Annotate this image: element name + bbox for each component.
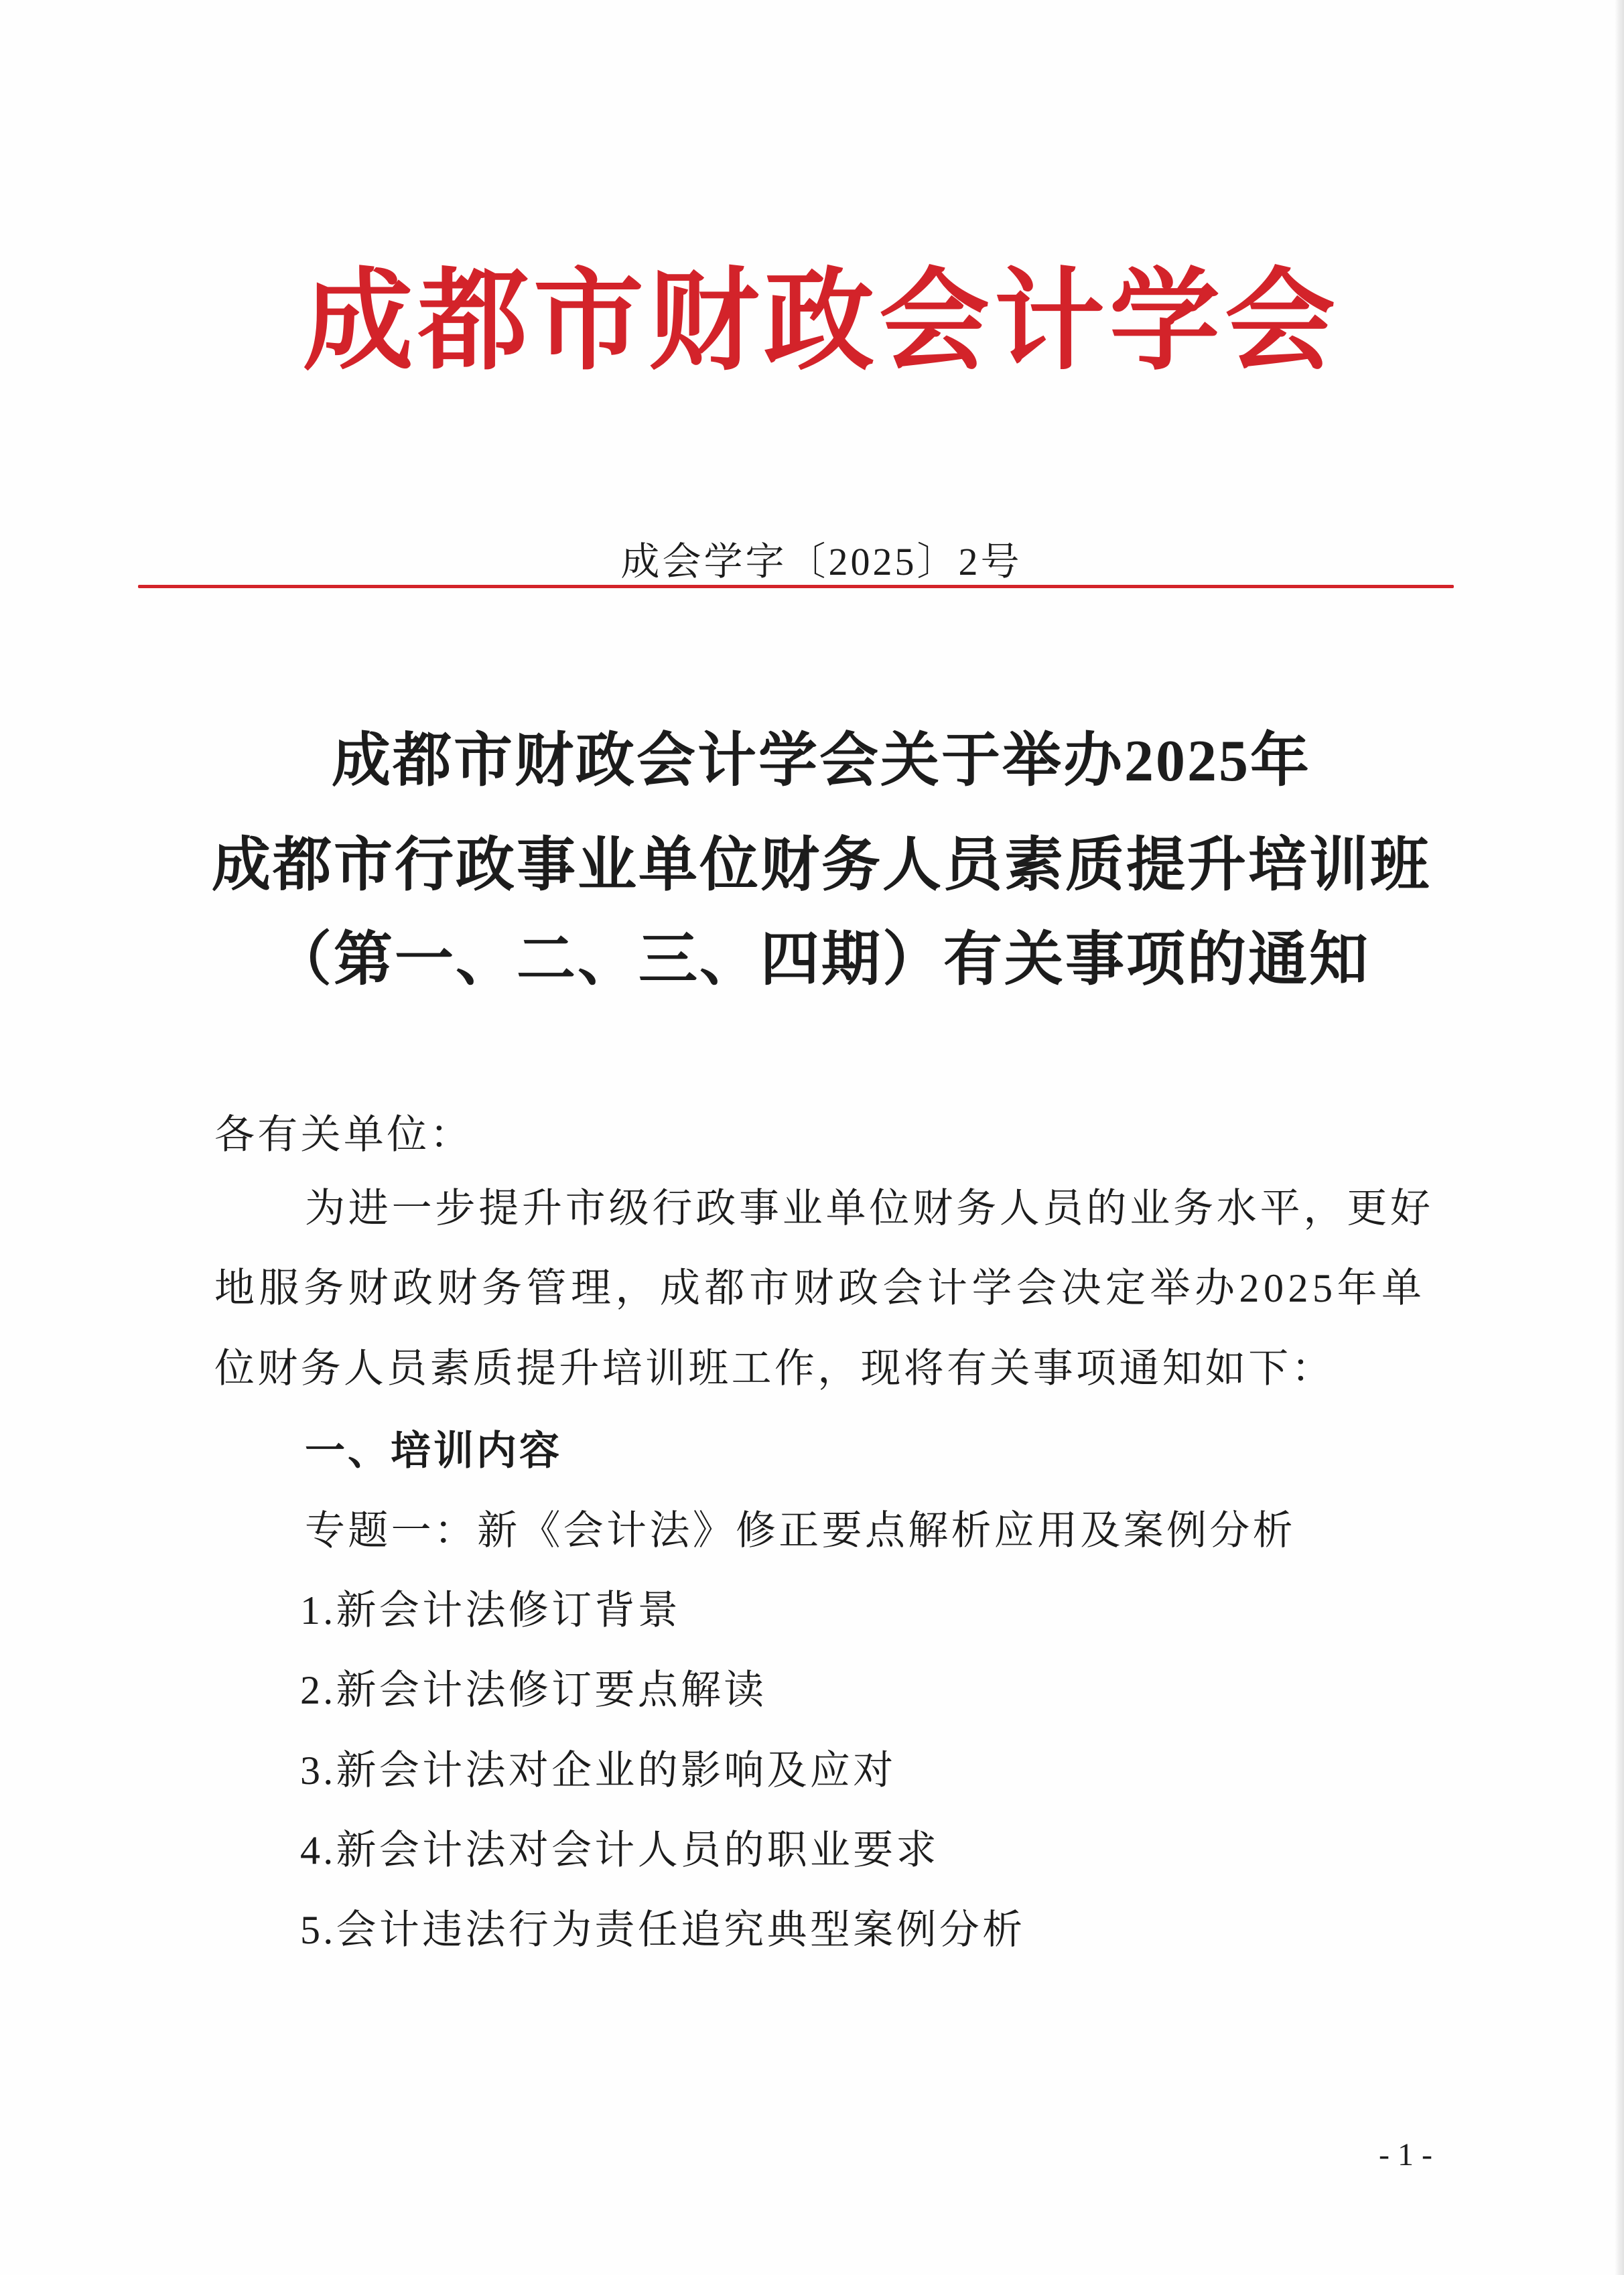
topic-item: 2.新会计法修订要点解读 — [300, 1668, 767, 1712]
topic-item: 5.会计违法行为责任追究典型案例分析 — [300, 1908, 1026, 1952]
title-line-3: （第一、二、三、四期）有关事项的通知 — [272, 928, 1370, 993]
topic-title: 专题一：新《会计法》修正要点解析应用及案例分析 — [305, 1509, 1296, 1553]
title-line-1: 成都市财政会计学会关于举办2025年 — [331, 729, 1311, 794]
salutation: 各有关单位： — [214, 1113, 473, 1157]
document-number: 成会学字〔2025〕2号 — [620, 540, 1022, 583]
topic-item: 1.新会计法修订背景 — [300, 1588, 681, 1633]
org-masthead: 成都市财政会计学会 — [303, 261, 1340, 383]
section-heading: 一、培训内容 — [305, 1428, 562, 1473]
topic-item: 3.新会计法对企业的影响及应对 — [300, 1748, 896, 1793]
red-separator-line — [138, 585, 1454, 588]
intro-line-2: 地服务财政财务管理，成都市财政会计学会决定举办2025年单 — [214, 1266, 1426, 1310]
page-number: - 1 - — [1379, 2137, 1432, 2173]
intro-line-1: 为进一步提升市级行政事业单位财务人员的业务水平，更好 — [305, 1186, 1434, 1231]
topic-item: 4.新会计法对会计人员的职业要求 — [300, 1828, 939, 1872]
intro-line-3: 位财务人员素质提升培训班工作，现将有关事项通知如下： — [214, 1347, 1335, 1391]
title-line-2: 成都市行政事业单位财务人员素质提升培训班 — [211, 833, 1431, 898]
